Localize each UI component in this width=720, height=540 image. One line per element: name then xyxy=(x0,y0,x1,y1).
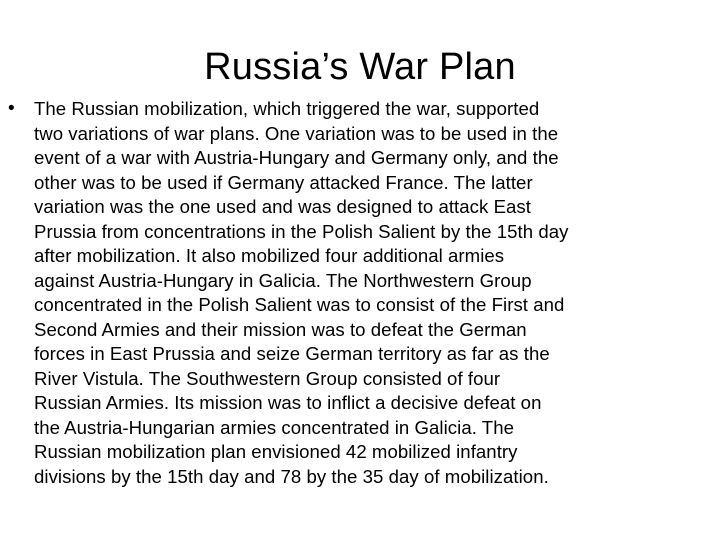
paragraph-line: Russian Armies. Its mission was to inflict a decisive defeat on xyxy=(34,392,542,413)
paragraph-line: the Austria-Hungarian armies concentrated in Galicia. The xyxy=(34,416,514,438)
paragraph-line: concentrated in the Polish Salient was to consist of the First and xyxy=(34,294,565,315)
paragraph-line: Prussia from concentrations in the Polish Salient by the 15th day xyxy=(34,220,569,242)
slide-title: Russia’s War Plan xyxy=(204,46,516,88)
bullet-item xyxy=(8,97,698,489)
paragraph-line: Second Armies and their mission was to defeat the German xyxy=(34,318,527,340)
paragraph-line: Russian mobilization plan envisioned 42 mobilized infantry xyxy=(34,441,518,462)
paragraph-line: event of a war with Austria-Hungary and Germany only, and the xyxy=(34,147,559,168)
paragraph-line: variation was the one used and was designed to attack East xyxy=(34,196,531,217)
bullet-paragraph xyxy=(34,97,698,489)
paragraph-line: other was to be used if Germany attacked France. The latter xyxy=(34,171,533,193)
paragraph-line: divisions by the 15th day and 78 by the 35 day of mobilization. xyxy=(34,465,549,487)
paragraph-line: after mobilization. It also mobilized four additional armies xyxy=(34,245,505,266)
bullet-icon: • xyxy=(8,98,15,119)
slide-body xyxy=(8,97,698,489)
paragraph-line: two variations of war plans. One variation was to be used in the xyxy=(34,122,559,144)
paragraph-line: River Vistula. The Southwestern Group consisted of four xyxy=(34,367,501,389)
paragraph-line: The Russian mobilization, which triggered the war, supported xyxy=(34,98,540,119)
paragraph-line: forces in East Prussia and seize German territory as far as the xyxy=(34,343,550,364)
paragraph-line: against Austria-Hungary in Galicia. The Northwestern Group xyxy=(34,269,532,291)
